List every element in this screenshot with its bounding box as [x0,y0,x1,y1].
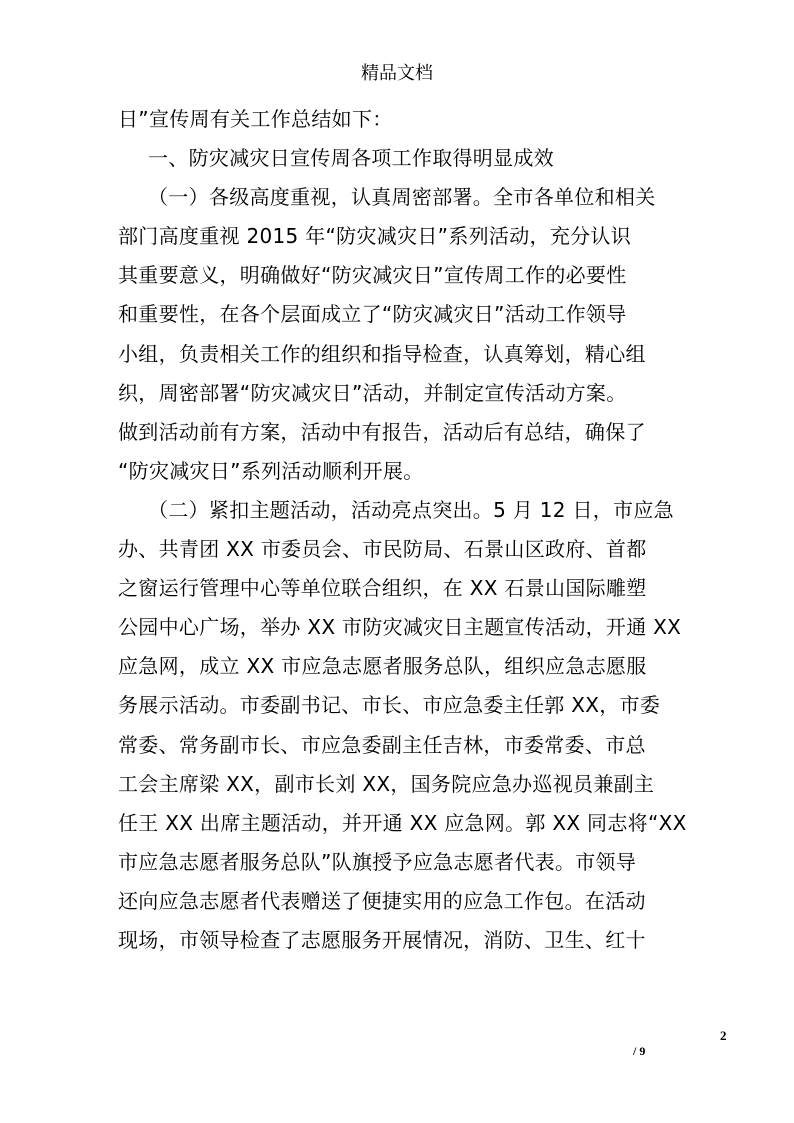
document-header-title: 精品文档 [361,63,433,84]
text-line: 任王 XX 出席主题活动，并开通 XX 应急网。郭 XX 同志将“XX [118,810,687,835]
text-line: 日”宣传周有关工作总结如下： [118,107,393,131]
text-line: 做到活动前有方案，活动中有报告，活动后有总结，确保了 [118,419,646,444]
section-heading: 一、防灾减灾日宣传周各项工作取得明显成效 [148,146,554,171]
text-line: “防灾减灾日”系列活动顺利开展。 [118,458,424,483]
text-line: 常委、常务副市长、市应急委副主任吉林，市委常委、市总 [118,732,646,757]
text-line: 其重要意义，明确做好“防灾减灾日”宣传周工作的必要性 [118,263,627,288]
text-line: 和重要性，在各个层面成立了“防灾减灾日”活动工作领导 [118,302,627,327]
text-line: 应急网，成立 XX 市应急志愿者服务总队，组织应急志愿服 [118,654,647,679]
text-line: （二）紧扣主题活动，活动亮点突出。5 月 12 日，市应急 [148,497,674,522]
text-line: 部门高度重视 2015 年“防灾减灾日”系列活动，充分认识 [118,224,632,249]
document-body [118,100,687,960]
text-line: 公园中心广场，举办 XX 市防灾减灾日主题宣传活动，开通 XX [118,615,682,640]
page-total: / 9 [633,1044,646,1058]
text-line: 还向应急志愿者代表赠送了便捷实用的应急工作包。在活动 [118,888,646,913]
text-line: 现场，市领导检查了志愿服务开展情况，消防、卫生、红十 [118,927,646,952]
text-line: 办、共青团 XX 市委员会、市民防局、石景山区政府、首都 [118,537,647,562]
text-line: 务展示活动。市委副书记、市长、市应急委主任郭 XX，市委 [118,693,661,718]
text-line: 工会主席梁 XX，副市长刘 XX，国务院应急办巡视员兼副主 [118,771,655,796]
text-line: 市应急志愿者服务总队”队旗授予应急志愿者代表。市领导 [118,849,637,874]
text-line: （一）各级高度重视，认真周密部署。全市各单位和相关 [148,185,656,210]
page-number: 2 [720,1028,727,1043]
text-line: 织，周密部署“防灾减灾日”活动，并制定宣传活动方案。 [118,380,627,405]
text-line: 之窗运行管理中心等单位联合组织，在 XX 石景山国际雕塑 [118,576,647,601]
text-line: 小组，负责相关工作的组织和指导检查，认真筹划，精心组 [118,341,646,366]
